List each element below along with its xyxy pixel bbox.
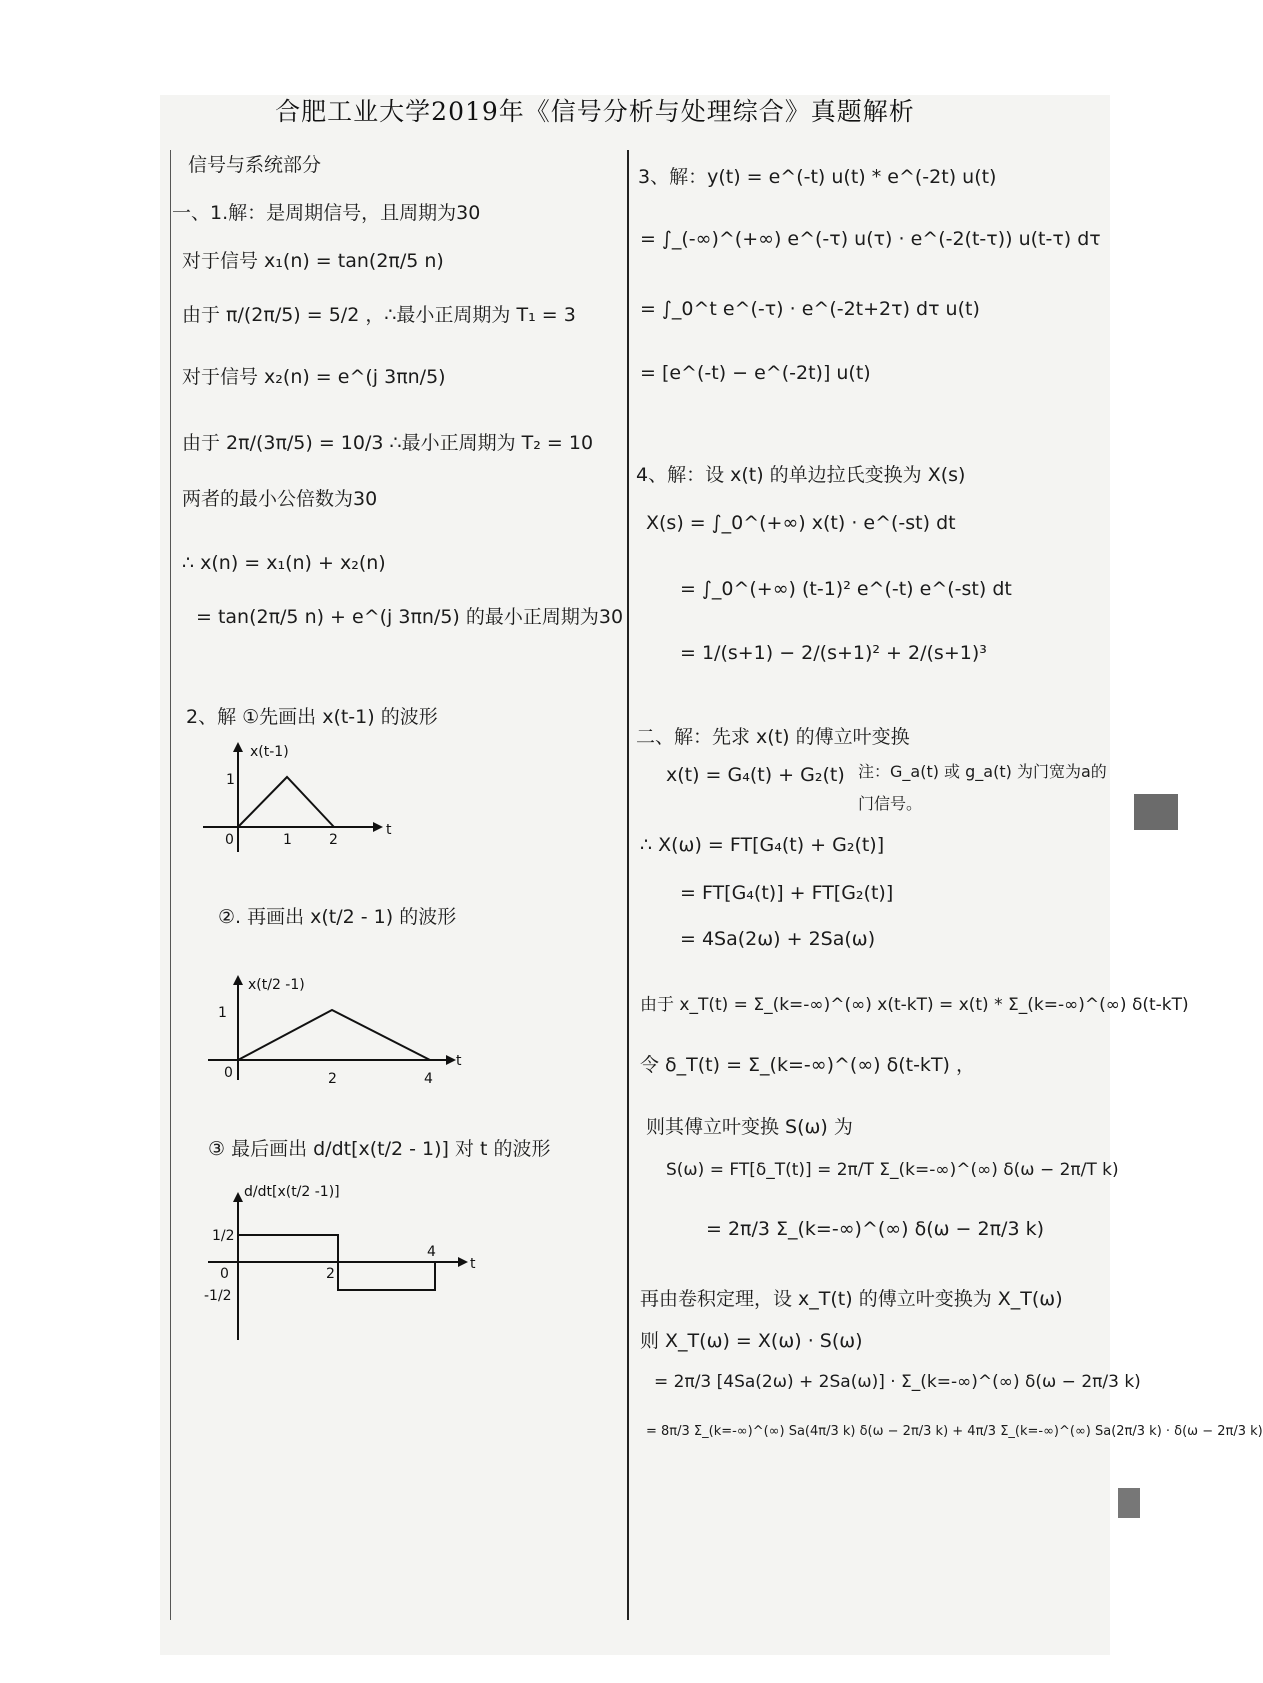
- plot2-xtick-2: 4: [424, 1071, 433, 1087]
- plot3-xtick-0: 2: [326, 1266, 335, 1282]
- plot2-ytick: 1: [218, 1005, 227, 1021]
- plot3-ytick-0: 1/2: [212, 1228, 235, 1244]
- q1-line-2: 对于信号 x₁(n) = tan(2π/5 n): [182, 250, 444, 272]
- q3-line-4: = [e^(-t) − e^(-2t)] u(t): [640, 362, 871, 384]
- q4-line-2: X(s) = ∫_0^(+∞) x(t) · e^(-st) dt: [646, 512, 956, 534]
- plot2-xtick-0: 0: [224, 1065, 233, 1081]
- q3-line-3: = ∫_0^t e^(-τ) · e^(-2t+2τ) dτ u(t): [640, 298, 980, 320]
- plot3-ylabel: d/dt[x(t/2 -1)]: [244, 1184, 340, 1200]
- part2-line-1: 二、解：先求 x(t) 的傅立叶变换: [636, 726, 910, 748]
- plot3-ytick-1: 0: [220, 1266, 229, 1282]
- page-title: 合肥工业大学2019年《信号分析与处理综合》真题解析: [275, 97, 915, 126]
- part2-line-13: = 2π/3 [4Sa(2ω) + 2Sa(ω)] · Σ_(k=-∞)^(∞) δ(ω − 2π/3 k): [654, 1372, 1141, 1392]
- part2-line-3: ∴ X(ω) = FT[G₄(t) + G₂(t)]: [640, 834, 885, 856]
- q2-step-2: ②. 再画出 x(t/2 - 1) 的波形: [218, 906, 457, 928]
- plot2-xlabel: t: [456, 1053, 462, 1069]
- section-heading: 信号与系统部分: [188, 154, 322, 176]
- q1-line-4: 对于信号 x₂(n) = e^(j 3πn/5): [182, 366, 446, 388]
- plot-derivative: [198, 1180, 478, 1340]
- q3-line-2: = ∫_(-∞)^(+∞) e^(-τ) u(τ) · e^(-2(t-τ)) u(t-τ) dτ: [640, 228, 1101, 250]
- q1-line-7: ∴ x(n) = x₁(n) + x₂(n): [182, 552, 386, 574]
- plot1-xtick-0: 0: [225, 832, 234, 848]
- q1-line-8: = tan(2π/5 n) + e^(j 3πn/5) 的最小正周期为30: [196, 606, 624, 628]
- q2-step-3: ③ 最后画出 d/dt[x(t/2 - 1)] 对 t 的波形: [208, 1138, 551, 1160]
- part2-line-6: 由于 x_T(t) = Σ_(k=-∞)^(∞) x(t-kT) = x(t) * Σ_(k=-∞)^(∞) δ(t-kT): [640, 995, 1189, 1015]
- q3-line-1: 3、解：y(t) = e^(-t) u(t) * e^(-2t) u(t): [638, 166, 997, 188]
- gate-signal-note: 注：G_a(t) 或 g_a(t) 为门宽为a的门信号。: [858, 762, 1107, 813]
- part2-line-4: = FT[G₄(t)] + FT[G₂(t)]: [680, 882, 894, 904]
- q4-line-4: = 1/(s+1) − 2/(s+1)² + 2/(s+1)³: [680, 642, 987, 664]
- left-margin-line: [170, 150, 171, 1620]
- part2-line-10: = 2π/3 Σ_(k=-∞)^(∞) δ(ω − 2π/3 k): [706, 1218, 1044, 1240]
- part2-line-7: 令 δ_T(t) = Σ_(k=-∞)^(∞) δ(t-kT) ，: [640, 1054, 975, 1076]
- part2-line-14: = 8π/3 Σ_(k=-∞)^(∞) Sa(4π/3 k) δ(ω − 2π/3 k) + 4π/3 Σ_(k=-∞)^(∞) Sa(2π/3 k) · δ(ω − 2π/3 k): [646, 1424, 1263, 1439]
- plot2-ylabel: x(t/2 -1): [248, 977, 305, 993]
- plot1-ylabel: x(t-1): [250, 744, 289, 760]
- plot1-xlabel: t: [386, 822, 392, 838]
- part2-line-12: 则 X_T(ω) = X(ω) · S(ω): [640, 1330, 863, 1352]
- q1-line-6: 两者的最小公倍数为30: [182, 488, 378, 510]
- q1-line-3: 由于 π/(2π/5) = 5/2 ，∴最小正周期为 T₁ = 3: [182, 304, 576, 326]
- plot-x-t-minus-1: [198, 742, 398, 852]
- plot1-xtick-2: 2: [329, 832, 338, 848]
- q4-line-1: 4、解：设 x(t) 的单边拉氏变换为 X(s): [636, 464, 966, 486]
- part2-line-2: x(t) = G₄(t) + G₂(t): [666, 764, 845, 786]
- plot3-ytick-2: -1/2: [204, 1288, 232, 1304]
- part2-line-9: S(ω) = FT[δ_T(t)] = 2π/T Σ_(k=-∞)^(∞) δ(ω − 2π/T k): [666, 1160, 1119, 1180]
- part2-line-8: 则其傅立叶变换 S(ω) 为: [646, 1116, 853, 1138]
- column-divider: [627, 150, 629, 1620]
- part2-line-5: = 4Sa(2ω) + 2Sa(ω): [680, 928, 876, 950]
- q1-line-1: 一、1.解：是周期信号，且周期为30: [172, 202, 481, 224]
- plot2-xtick-1: 2: [328, 1071, 337, 1087]
- q1-line-5: 由于 2π/(3π/5) = 10/3 ∴最小正周期为 T₂ = 10: [182, 432, 594, 454]
- plot3-xlabel: t: [470, 1256, 476, 1272]
- part2-line-11: 再由卷积定理，设 x_T(t) 的傅立叶变换为 X_T(ω): [640, 1288, 1063, 1310]
- q2-step-1: 2、解 ①先画出 x(t-1) 的波形: [186, 706, 438, 728]
- scan-corner-tab: [1118, 1488, 1140, 1518]
- plot1-ytick: 1: [226, 772, 235, 788]
- q4-line-3: = ∫_0^(+∞) (t-1)² e^(-t) e^(-st) dt: [680, 578, 1012, 600]
- plot3-xtick-1: 4: [427, 1244, 436, 1260]
- plot1-xtick-1: 1: [283, 832, 292, 848]
- plot-x-half-t-minus-1: [198, 975, 462, 1087]
- scan-edge-tab: [1134, 794, 1178, 830]
- scanned-page: [160, 95, 1110, 1655]
